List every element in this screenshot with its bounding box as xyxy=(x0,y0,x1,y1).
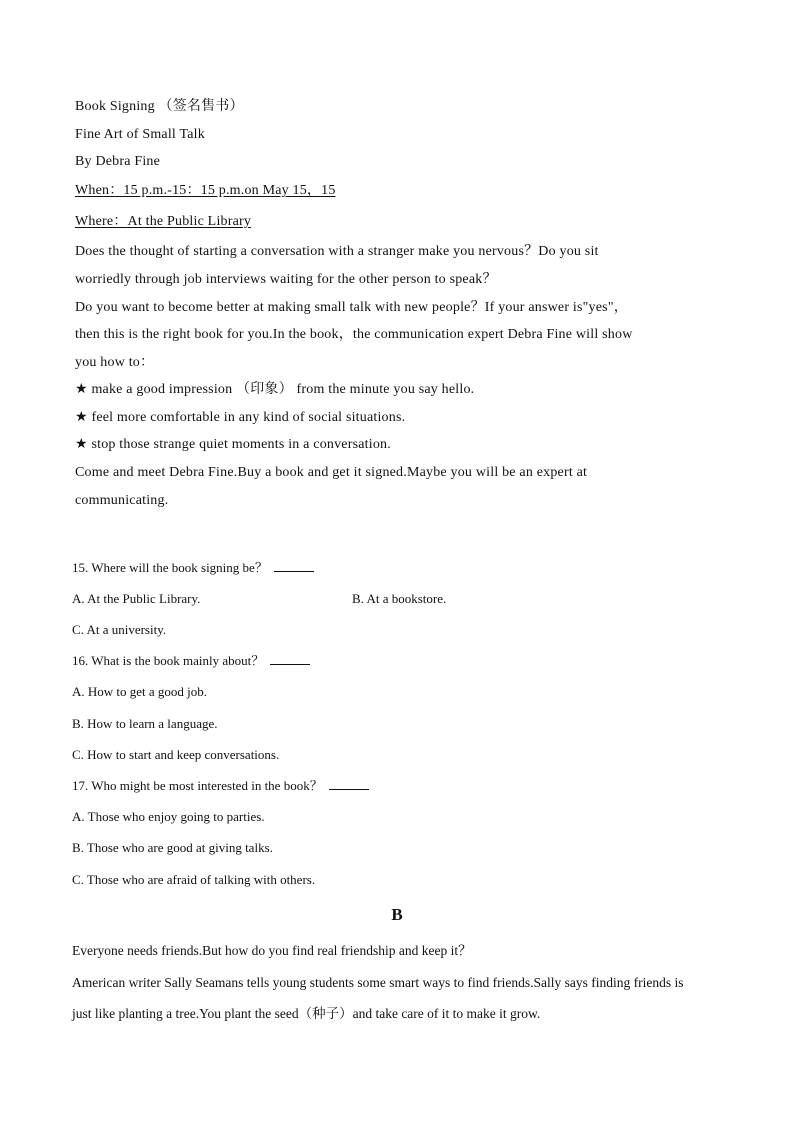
passage-line: then this is the right book for you.In the book，the communication expert Debra Fine will show xyxy=(75,327,633,342)
question-stem: 15. Where will the book signing be？ xyxy=(72,560,268,575)
book-title: Fine Art of Small Talk xyxy=(75,127,205,142)
passage-line: you how to： xyxy=(75,355,155,370)
section-b-line: American writer Sally Seamans tells young students some smart ways to find friends.Sally says finding friends is xyxy=(72,975,684,990)
book-author: By Debra Fine xyxy=(75,154,161,169)
bullet-item: ★ make a good impression （印象） from the minute you say hello. xyxy=(75,382,475,397)
option-a: A. Those who enjoy going to parties. xyxy=(72,809,265,824)
option-c: C. Those who are afraid of talking with others. xyxy=(72,872,316,887)
event-location: Where：At the Public Library xyxy=(75,214,252,229)
option-c: C. How to start and keep conversations. xyxy=(72,747,280,762)
option-b: B. Those who are good at giving talks. xyxy=(72,840,273,855)
question-stem: 16. What is the book mainly about？ xyxy=(72,653,265,668)
section-b-line: just like planting a tree.You plant the seed（种子）and take care of it to make it grow. xyxy=(72,1006,541,1021)
bullet-item: ★ stop those strange quiet moments in a conversation. xyxy=(75,437,391,452)
option-b: B. At a bookstore. xyxy=(352,591,447,606)
option-b: B. How to learn a language. xyxy=(72,716,218,731)
bullet-item: ★ feel more comfortable in any kind of social situations. xyxy=(75,410,406,425)
question-17 xyxy=(72,777,369,795)
option-a: A. How to get a good job. xyxy=(72,684,208,699)
section-heading: B xyxy=(391,905,403,924)
answer-blank[interactable] xyxy=(274,559,314,572)
passage-closing: Come and meet Debra Fine.Buy a book and get it signed.Maybe you will be an expert at xyxy=(75,465,588,480)
section-b-line: Everyone needs friends.But how do you find real friendship and keep it？ xyxy=(72,943,472,958)
question-16 xyxy=(72,652,310,670)
option-c: C. At a university. xyxy=(72,622,167,637)
question-15 xyxy=(72,559,314,577)
notice-title: Book Signing （签名售书） xyxy=(75,99,244,114)
passage-closing: communicating. xyxy=(75,493,169,508)
answer-blank[interactable] xyxy=(329,777,369,790)
event-time: When：15 p.m.-15：15 p.m.on May 15，15 xyxy=(75,183,336,198)
passage-line: Does the thought of starting a conversation with a stranger make you nervous？Do you sit xyxy=(75,244,599,259)
passage-line: worriedly through job interviews waiting for the other person to speak？ xyxy=(75,272,497,287)
answer-blank[interactable] xyxy=(270,652,310,665)
option-a: A. At the Public Library. xyxy=(72,591,201,606)
passage-line: Do you want to become better at making small talk with new people？If your answer is"yes"， xyxy=(75,300,628,315)
question-stem: 17. Who might be most interested in the book？ xyxy=(72,778,323,793)
